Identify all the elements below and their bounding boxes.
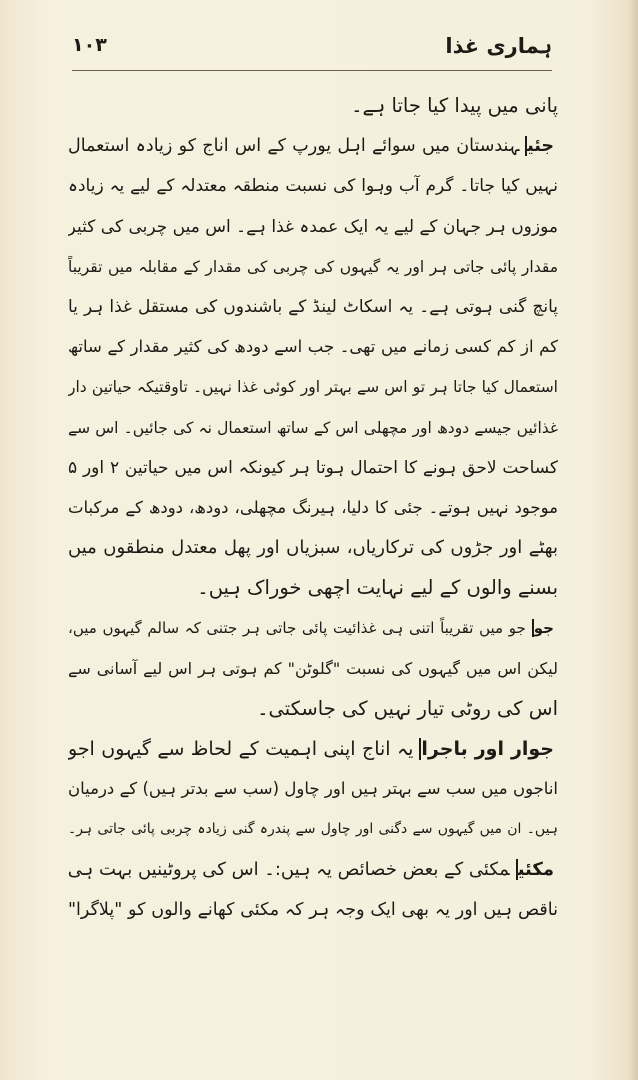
text-line: بھٹے اور جڑوں کی ترکاریاں، سبزیاں اور پھل معتدل منطقوں میں xyxy=(68,537,558,559)
text-line: نہیں کیا جاتا۔ گرم آب وہوا کی نسبت منطقہ معتدلہ کے لیے یہ زیادہ xyxy=(68,176,558,197)
page-header xyxy=(72,34,552,70)
text-line xyxy=(68,729,558,769)
text-line: غذائیں جیسے دودھ اور مچھلی اس کے ساتھ استعمال نہ کی جائیں۔ اس سے xyxy=(68,418,558,437)
body-text xyxy=(68,86,558,930)
text-line: پانی میں پیدا کیا جاتا ہے۔ xyxy=(351,94,558,117)
text-line: بسنے والوں کے لیے نہایت اچھی خوراک ہیں۔ xyxy=(197,576,558,600)
text-line-content: مکئی کے بعض خصائص یہ ہیں:۔ اس کی پروٹینیں بہت ہی xyxy=(68,858,510,880)
page-number: ۱۰۳ xyxy=(72,34,107,56)
text-line: ہیں۔ ان میں گیہوں سے دگنی اور چاول سے پندرہ گنی زیادہ چربی پائی جاتی ہر۔ xyxy=(68,821,558,838)
text-line-content: یہ اناج اپنی اہمیت کے لحاظ سے گیہوں اجو xyxy=(68,738,414,760)
section-heading-sorghum-millet: جوار اور باجرا xyxy=(419,738,558,760)
text-line: اناجوں میں سب سے بہتر ہیں اور چاول (سب سے بدتر ہیں) کے درمیان xyxy=(68,779,558,799)
text-line: اس کی روٹی تیار نہیں کی جاسکتی۔ xyxy=(257,696,558,720)
section-heading-oats: جئی xyxy=(525,136,558,156)
section-heading-barley: جو xyxy=(532,619,558,637)
text-line: موجود نہیں ہوتے۔ جئی کا دلیا، ہیرنگ مچھلی، دودھ، دودھ کے مرکبات xyxy=(68,497,558,517)
text-line xyxy=(68,126,558,166)
section-heading-maize: مکئی xyxy=(516,859,558,880)
text-line: کم از کم کسی زمانے میں تھی۔ جب اسے دودھ کی کثیر مقدار کے ساتھ xyxy=(68,337,558,357)
text-line: استعمال کیا جاتا ہر تو اس سے بہتر اور کوئی غذا نہیں۔ تاوقتیکہ حیاتین دار xyxy=(68,378,558,397)
text-line-content: جو میں تقریباً اتنی ہی غذائیت پائی جاتی ہر جتنی کہ سالم گیہوں میں، xyxy=(68,619,526,638)
text-line: لیکن اس میں گیہوں کی نسبت "گلوٹن" کم ہوتی ہر اس لیے آسانی سے xyxy=(68,658,558,678)
header-divider xyxy=(72,70,552,71)
text-line-content: ہندستان میں سوائے اہل یورپ کے اس اناج کو زیادہ استعمال xyxy=(68,136,520,157)
text-line: موزوں ہر جہان کے لیے یہ ایک عمدہ غذا ہے۔ اس میں چربی کی کثیر xyxy=(68,216,558,237)
text-line xyxy=(68,608,558,648)
text-line: کساحت لاحق ہونے کا احتمال ہوتا ہر کیونکہ اس میں حیاتین ۲ اور ۵ xyxy=(68,457,558,478)
page-edge-shadow xyxy=(628,0,638,1080)
text-line: پانچ گنی ہوتی ہے۔ یہ اسکاٹ لینڈ کے باشندوں کی مستقل غذا ہر یا xyxy=(68,296,558,317)
text-line xyxy=(68,850,558,890)
running-title: ہماری غذا xyxy=(445,34,552,58)
text-line: ناقص ہیں اور یہ بھی ایک وجہ ہر کہ مکئی کھانے والوں کو "پلاگرا" xyxy=(68,899,558,920)
text-line: مقدار پائی جاتی ہر اور یہ گیہوں کی چربی کی مقدار کے مقابلہ میں تقریباً xyxy=(68,257,558,276)
